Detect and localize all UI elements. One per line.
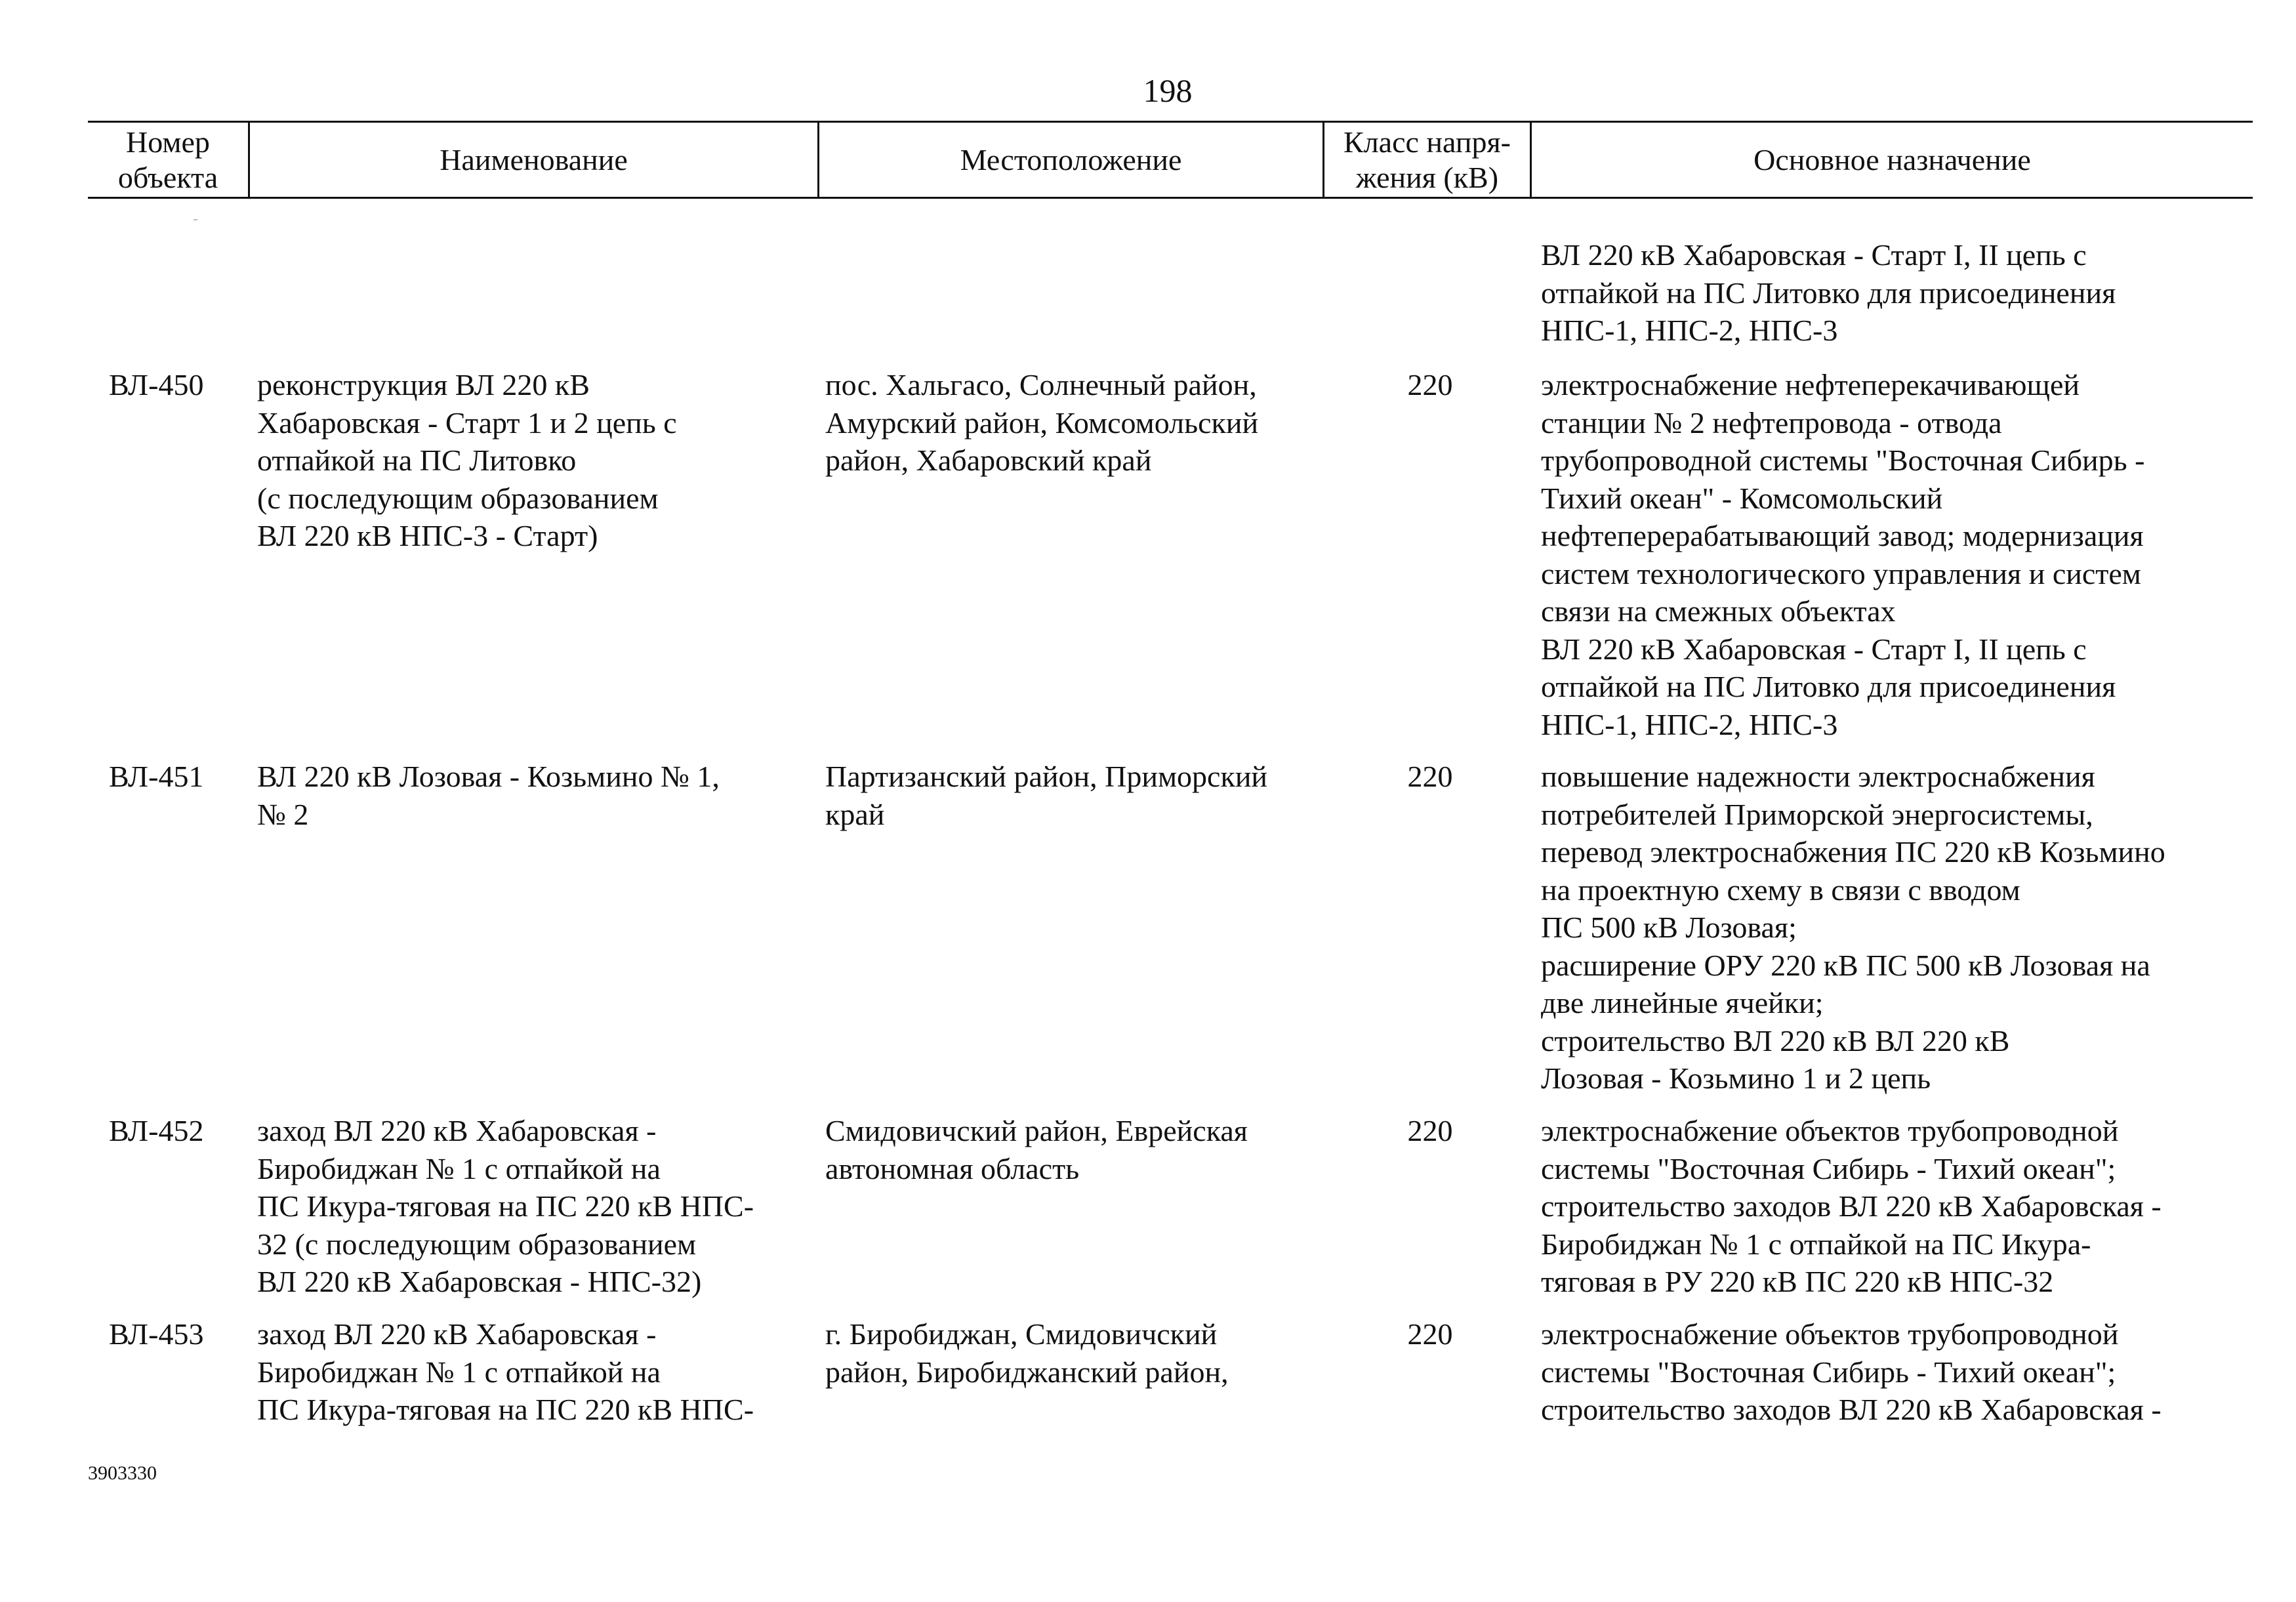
location-cell: г. Биробиджан, Смидовичский район, Биробиджанский район, [825,1317,1229,1389]
name-cell: реконструкция ВЛ 220 кВ Хабаровская - Старт 1 и 2 цепь с отпайкой на ПС Литовко (с последующим образованием ВЛ 220 кВ НПС-3 - Старт) [257,368,677,552]
number-cell: ВЛ-453 [109,1317,204,1351]
purpose-cell: электроснабжение нефтеперекачивающей станции № 2 нефтепровода - отвода трубопроводной системы "Восточная Сибирь - Тихий океан" - Комсомольский нефтеперерабатывающий завод; модернизация систем технологического управления и систем связи на смежных объектах ВЛ 220 кВ Хабаровская - Старт I, II цепь с отпайкой на ПС Литовко для присоединения НПС-1, НПС-2, НПС-3 [1541,368,2145,741]
header-name: Наименование [440,143,628,176]
location-cell: Смидовичский район, Еврейская автономная область [825,1114,1248,1185]
name-cell: ВЛ 220 кВ Лозовая - Козьмино № 1, № 2 [257,760,720,831]
scan-speck [194,219,197,220]
voltage-cell: 220 [1407,760,1453,793]
location-cell: пос. Хальгасо, Солнечный район, Амурский район, Комсомольский район, Хабаровский край [825,368,1259,477]
header-number: Номер объекта [117,125,218,194]
number-cell: ВЛ-452 [109,1114,204,1147]
number-cell: ВЛ-450 [109,368,204,401]
voltage-cell: 220 [1407,1317,1453,1351]
voltage-cell: 220 [1407,1114,1453,1147]
header-voltage: Класс напря- жения (кВ) [1343,125,1511,194]
purpose-cell: электроснабжение объектов трубопроводной системы "Восточная Сибирь - Тихий океан"; строительство заходов ВЛ 220 кВ Хабаровская - Биробиджан № 1 с отпайкой на ПС Икура- тяговая в РУ 220 кВ ПС 220 кВ НПС-32 [1541,1114,2162,1298]
name-cell: заход ВЛ 220 кВ Хабаровская - Биробиджан № 1 с отпайкой на ПС Икура-тяговая на ПС 220 кВ НПС- 32 (с последующим образованием ВЛ 220 кВ Хабаровская - НПС-32) [257,1114,754,1298]
purpose-cell: повышение надежности электроснабжения потребителей Приморской энергосистемы, перевод электроснабжения ПС 220 кВ Козьмино на проектную схему в связи с вводом ПС 500 кВ Лозовая; расширение ОРУ 220 кВ ПС 500 кВ Лозовая на две линейные ячейки; строительство ВЛ 220 кВ ВЛ 220 кВ Лозовая - Козьмино 1 и 2 цепь [1541,760,2165,1095]
page-number: 198 [1143,72,1193,109]
name-cell: заход ВЛ 220 кВ Хабаровская - Биробиджан № 1 с отпайкой на ПС Икура-тяговая на ПС 220 кВ НПС- [257,1317,754,1426]
voltage-cell: 220 [1407,368,1453,401]
purpose-cell: ВЛ 220 кВ Хабаровская - Старт I, II цепь с отпайкой на ПС Литовко для присоединения НПС-1, НПС-2, НПС-3 [1541,238,2116,347]
document-code: 3903330 [88,1462,157,1484]
header-location: Местоположение [960,143,1182,176]
header-purpose: Основное назначение [1753,143,2031,176]
number-cell: ВЛ-451 [109,760,204,793]
location-cell: Партизанский район, Приморский край [825,760,1268,831]
purpose-cell: электроснабжение объектов трубопроводной системы "Восточная Сибирь - Тихий океан"; строительство заходов ВЛ 220 кВ Хабаровская - [1541,1317,2162,1426]
